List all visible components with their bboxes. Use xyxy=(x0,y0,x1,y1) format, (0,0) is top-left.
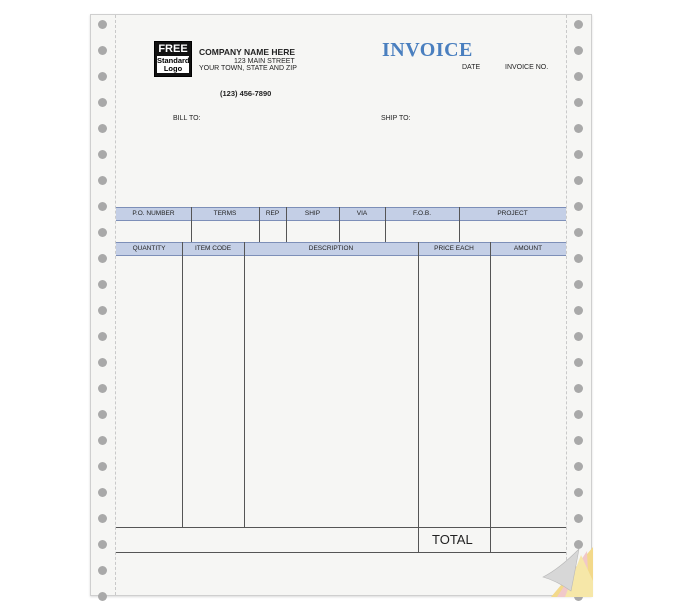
tractor-hole xyxy=(98,176,107,185)
invoice-form-sheet xyxy=(90,14,592,596)
date-label: DATE xyxy=(462,64,481,71)
right-tractor-strip xyxy=(566,15,591,595)
invoice-title: INVOICE xyxy=(382,39,473,61)
items-divider xyxy=(418,242,419,552)
items-header xyxy=(116,242,566,256)
tractor-hole xyxy=(98,20,107,29)
tractor-hole xyxy=(574,436,583,445)
tractor-hole xyxy=(98,488,107,497)
rep-header: REP xyxy=(265,210,280,217)
tractor-hole xyxy=(98,332,107,341)
tractor-hole xyxy=(98,462,107,471)
company-city: YOUR TOWN, STATE AND ZIP xyxy=(199,65,297,72)
left-tractor-strip xyxy=(91,15,116,595)
bill-to-label: BILL TO: xyxy=(173,115,201,122)
tractor-hole xyxy=(98,124,107,133)
po-number-header: P.O. NUMBER xyxy=(132,210,175,217)
quantity-header: QUANTITY xyxy=(132,245,166,252)
tractor-hole xyxy=(574,254,583,263)
tractor-hole xyxy=(98,202,107,211)
total-label: TOTAL xyxy=(432,532,473,547)
tractor-hole xyxy=(98,280,107,289)
items-divider xyxy=(490,242,491,552)
tractor-hole xyxy=(98,436,107,445)
tractor-hole xyxy=(574,228,583,237)
tractor-hole xyxy=(98,254,107,263)
tractor-hole xyxy=(574,46,583,55)
company-street: 123 MAIN STREET xyxy=(234,58,295,65)
tractor-hole xyxy=(574,176,583,185)
items-bottom-rule xyxy=(116,527,566,528)
tractor-hole xyxy=(98,306,107,315)
tractor-hole xyxy=(574,410,583,419)
tractor-hole xyxy=(574,384,583,393)
terms-header: TERMS xyxy=(213,210,237,217)
tractor-hole xyxy=(98,540,107,549)
tractor-hole xyxy=(98,566,107,575)
item-code-header: ITEM CODE xyxy=(194,245,232,252)
order-info-header xyxy=(116,207,566,221)
order-divider xyxy=(459,207,460,242)
tractor-hole xyxy=(574,20,583,29)
tractor-hole xyxy=(98,384,107,393)
company-logo xyxy=(154,41,192,77)
order-divider xyxy=(286,207,287,242)
order-divider xyxy=(259,207,260,242)
tractor-hole xyxy=(574,98,583,107)
tractor-hole xyxy=(98,358,107,367)
tractor-hole xyxy=(574,306,583,315)
tractor-hole xyxy=(574,280,583,289)
order-divider xyxy=(339,207,340,242)
ship-header: SHIP xyxy=(304,210,321,217)
tractor-hole xyxy=(574,462,583,471)
project-header: PROJECT xyxy=(497,210,528,217)
ship-to-label: SHIP TO: xyxy=(381,115,411,122)
tractor-hole xyxy=(574,488,583,497)
total-bottom-rule xyxy=(116,552,566,553)
tractor-hole xyxy=(98,98,107,107)
description-header: DESCRIPTION xyxy=(308,245,354,252)
form-body xyxy=(116,15,566,595)
logo-standard-text: Standard Logo xyxy=(157,56,190,73)
tractor-hole xyxy=(574,150,583,159)
tractor-hole xyxy=(98,72,107,81)
items-divider xyxy=(244,242,245,527)
fob-header: F.O.B. xyxy=(412,210,432,217)
tractor-hole xyxy=(98,228,107,237)
amount-header: AMOUNT xyxy=(513,245,543,252)
tractor-hole xyxy=(98,150,107,159)
company-phone: (123) 456-7890 xyxy=(220,89,272,98)
tractor-hole xyxy=(574,358,583,367)
tractor-hole xyxy=(574,514,583,523)
logo-free-text: FREE xyxy=(158,43,188,55)
tractor-hole xyxy=(574,332,583,341)
tractor-hole xyxy=(98,46,107,55)
invoice-number-label: INVOICE NO. xyxy=(505,64,549,71)
items-divider xyxy=(182,242,183,527)
page-curl-copies xyxy=(541,541,593,597)
order-divider xyxy=(191,207,192,242)
order-divider xyxy=(385,207,386,242)
tractor-hole xyxy=(98,514,107,523)
tractor-hole xyxy=(574,124,583,133)
tractor-hole xyxy=(98,410,107,419)
tractor-hole xyxy=(574,72,583,81)
company-name: COMPANY NAME HERE xyxy=(199,47,296,57)
via-header: VIA xyxy=(356,210,368,217)
tractor-hole xyxy=(574,202,583,211)
tractor-hole xyxy=(98,592,107,601)
price-each-header: PRICE EACH xyxy=(434,245,474,252)
